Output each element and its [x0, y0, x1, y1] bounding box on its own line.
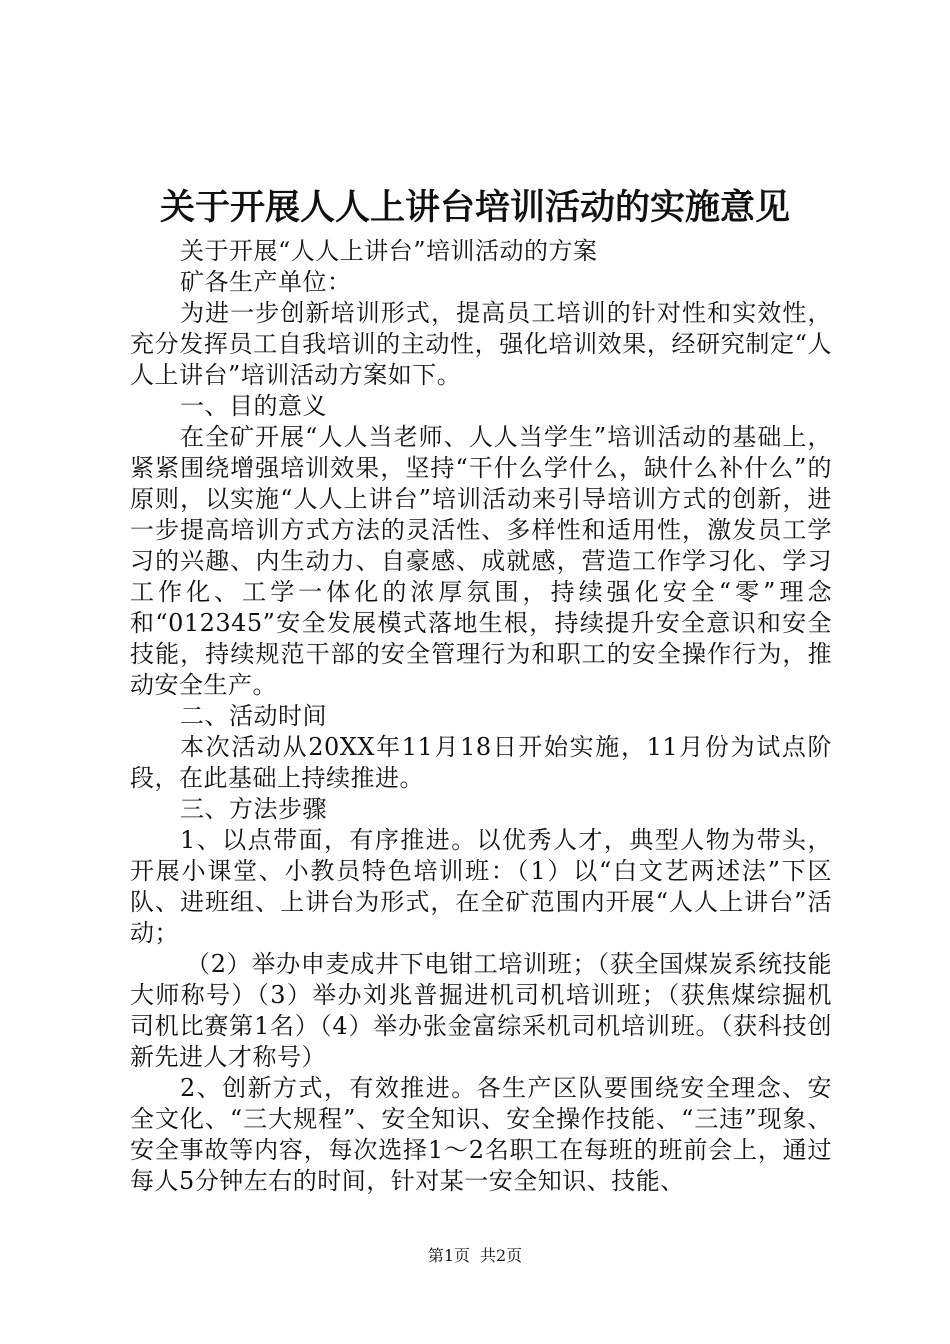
section-heading-purpose: 一、目的意义 [180, 392, 327, 420]
page-total: 共2页 [480, 1246, 523, 1265]
page-number: 第1页 [427, 1246, 470, 1265]
section-heading-steps: 三、方法步骤 [180, 795, 327, 823]
time-paragraph: 本次活动从20XX年11月18日开始实施，11月份为试点阶段，在此基础上持续推进。 [130, 733, 832, 792]
document-body [130, 236, 832, 1197]
plan-subtitle: 关于开展“人人上讲台”培训活动的方案 [180, 237, 598, 265]
page-footer [0, 1245, 950, 1267]
salutation: 矿各生产单位： [180, 268, 352, 296]
purpose-paragraph: 在全矿开展“人人当老师、人人当学生”培训活动的基础上，紧紧围绕增强培训效果，坚持“干什么学什么，缺什么补什么”的原则，以实施“人人上讲台”培训活动来引导培训方式的创新，进一步提高培训方式方法的灵活性、多样性和适用性，激发员工学习的兴趣、内生动力、自豪感、成就感，营造工作学习化、学习工作化、工学一体化的浓厚氛围，持续强化安全“零”理念和“012345”安全发展模式落地生根，持续提升安全意识和安全技能，持续规范干部的安全管理行为和职工的安全操作行为，推动安全生产。 [130, 423, 832, 699]
section-heading-time: 二、活动时间 [180, 702, 327, 730]
step-1-paragraph: 1、以点带面，有序推进。以优秀人才，典型人物为带头，开展小课堂、小教员特色培训班：（1）以“白文艺两述法”下区队、进班组、上讲台为形式，在全矿范围内开展“人人上讲台”活动； [130, 826, 832, 947]
step-2-paragraph: 2、创新方式，有效推进。各生产区队要围绕安全理念、安全文化、“三大规程”、安全知识、安全操作技能、“三违”现象、安全事故等内容，每次选择1～2名职工在每班的班前会上，通过每人5分钟左右的时间，针对某一安全知识、技能、 [130, 1074, 832, 1195]
document-title: 关于开展人人上讲台培训活动的实施意见 [159, 188, 790, 228]
step-1-continued-paragraph: （2）举办申麦成井下电钳工培训班；（获全国煤炭系统技能大师称号）（3）举办刘兆普掘进机司机培训班；（获焦煤综掘机司机比赛第1名）（4）举办张金富综采机司机培训班。（获科技创新先进人才称号） [130, 950, 832, 1071]
intro-paragraph: 为进一步创新培训形式，提高员工培训的针对性和实效性，充分发挥员工自我培训的主动性，强化培训效果，经研究制定“人人上讲台”培训活动方案如下。 [130, 299, 832, 389]
